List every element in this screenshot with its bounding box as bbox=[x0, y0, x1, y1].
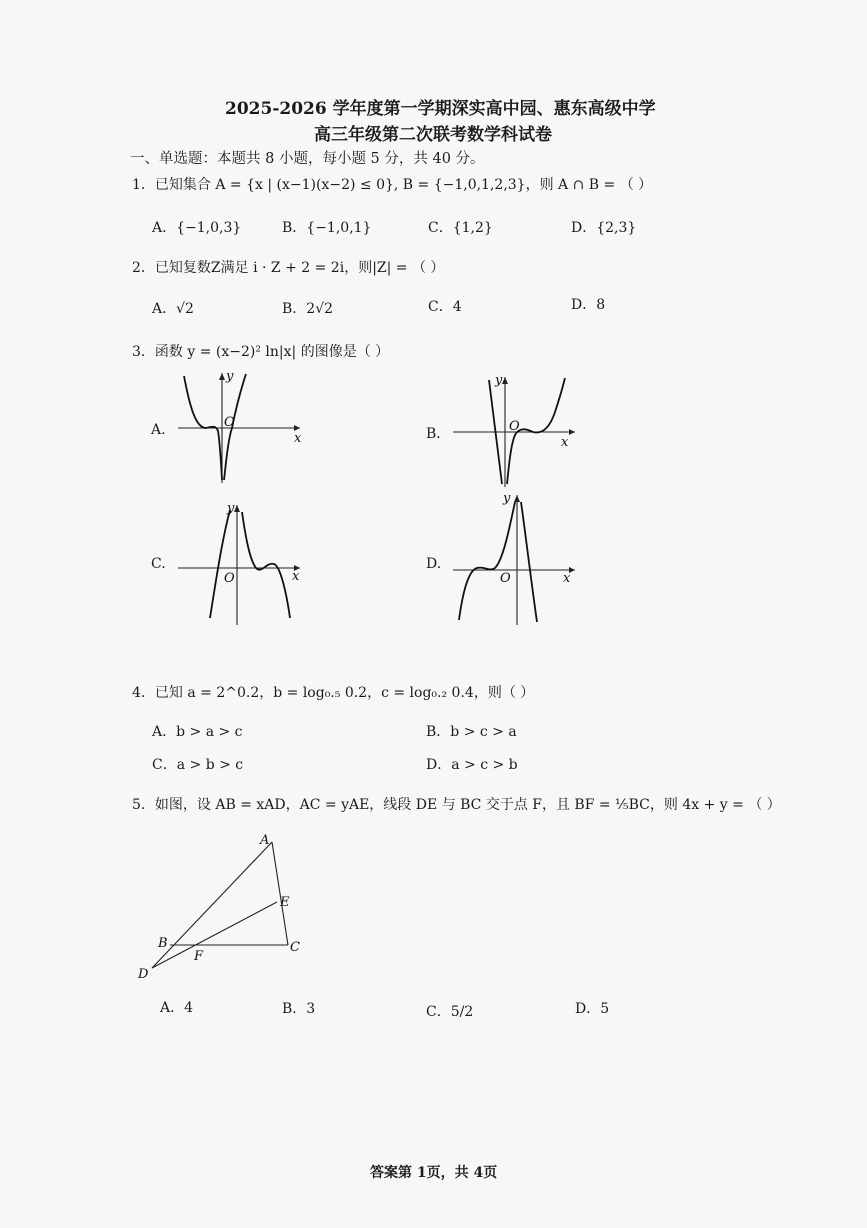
q3c-axis-y: y bbox=[227, 501, 235, 516]
question-1-stem: 1．已知集合 A = {x | (x−1)(x−2) ≤ 0}, B = {−1,0,1,2,3}，则 A ∩ B = （ ） bbox=[132, 177, 653, 193]
q3d-origin: O bbox=[500, 571, 511, 586]
q3-graph-a bbox=[170, 368, 310, 488]
q3a-axis-x: x bbox=[294, 431, 302, 446]
q3-option-b-label: B. bbox=[426, 426, 441, 442]
q2-option-a: A．√2 bbox=[152, 301, 194, 317]
q5-option-a: A．4 bbox=[160, 1000, 194, 1016]
q4-option-c: C．a > b > c bbox=[152, 757, 244, 773]
q3b-axis-y: y bbox=[495, 373, 503, 388]
q5-point-d: D bbox=[138, 967, 149, 982]
q5-triangle-figure bbox=[130, 830, 330, 990]
question-2-stem: 2．已知复数Z满足 i · Z + 2 = 2i，则|Z| = （ ） bbox=[132, 260, 445, 276]
q5-point-c: C bbox=[290, 940, 300, 955]
q2-option-d: D．8 bbox=[571, 297, 606, 313]
question-5-stem: 5．如图，设 AB = xAD，AC = yAE，线段 DE 与 BC 交于点 F，且 BF = ⅕BC，则 4x + y = （ ） bbox=[132, 797, 781, 813]
q1-option-c: C．{1,2} bbox=[428, 220, 493, 236]
q5-point-f: F bbox=[194, 949, 204, 964]
exam-title-line2: 高三年级第二次联考数学科试卷 bbox=[314, 125, 552, 145]
q4-option-a: A．b > a > c bbox=[152, 724, 243, 740]
q3-option-a-label: A. bbox=[151, 422, 166, 438]
q3b-origin: O bbox=[509, 419, 520, 434]
q3-graph-c bbox=[170, 500, 310, 630]
q1-option-b: B．{−1,0,1} bbox=[282, 220, 372, 236]
exam-title-line1: 2025-2026 学年度第一学期深实高中园、惠东高级中学 bbox=[225, 99, 656, 119]
q5-option-c: C．5/2 bbox=[426, 1004, 474, 1020]
q3b-axis-x: x bbox=[561, 435, 569, 450]
page-footer: 答案第 1页，共 4页 bbox=[370, 1165, 498, 1181]
section-heading: 一、单选题：本题共 8 小题，每小题 5 分，共 40 分。 bbox=[130, 151, 485, 167]
q5-point-a: A bbox=[260, 833, 270, 848]
q3-graph-d bbox=[445, 490, 585, 620]
q3c-origin: O bbox=[224, 571, 235, 586]
q3a-origin: O bbox=[224, 415, 235, 430]
q4-option-b: B．b > c > a bbox=[426, 724, 517, 740]
q3-option-c-label: C. bbox=[151, 556, 166, 572]
q3d-axis-x: x bbox=[563, 571, 571, 586]
q5-option-b: B．3 bbox=[282, 1001, 316, 1017]
q4-option-d: D．a > c > b bbox=[426, 757, 518, 773]
q3-option-d-label: D. bbox=[426, 556, 442, 572]
q5-point-b: B bbox=[158, 936, 168, 951]
q2-option-b: B．2√2 bbox=[282, 301, 334, 317]
q3a-axis-y: y bbox=[226, 369, 234, 384]
question-3-stem: 3．函数 y = (x−2)² ln|x| 的图像是（ ） bbox=[132, 344, 390, 360]
q3d-axis-y: y bbox=[503, 491, 511, 506]
question-4-stem: 4．已知 a = 2^0.2，b = log₀.₅ 0.2，c = log₀.₂ 0.4，则（ ） bbox=[132, 685, 535, 701]
q1-option-d: D．{2,3} bbox=[571, 220, 637, 236]
q2-option-c: C．4 bbox=[428, 299, 462, 315]
q1-option-a: A．{−1,0,3} bbox=[152, 220, 242, 236]
q5-point-e: E bbox=[280, 895, 290, 910]
q5-option-d: D．5 bbox=[575, 1001, 610, 1017]
q3c-axis-x: x bbox=[292, 569, 300, 584]
q3-graph-b bbox=[445, 372, 585, 492]
